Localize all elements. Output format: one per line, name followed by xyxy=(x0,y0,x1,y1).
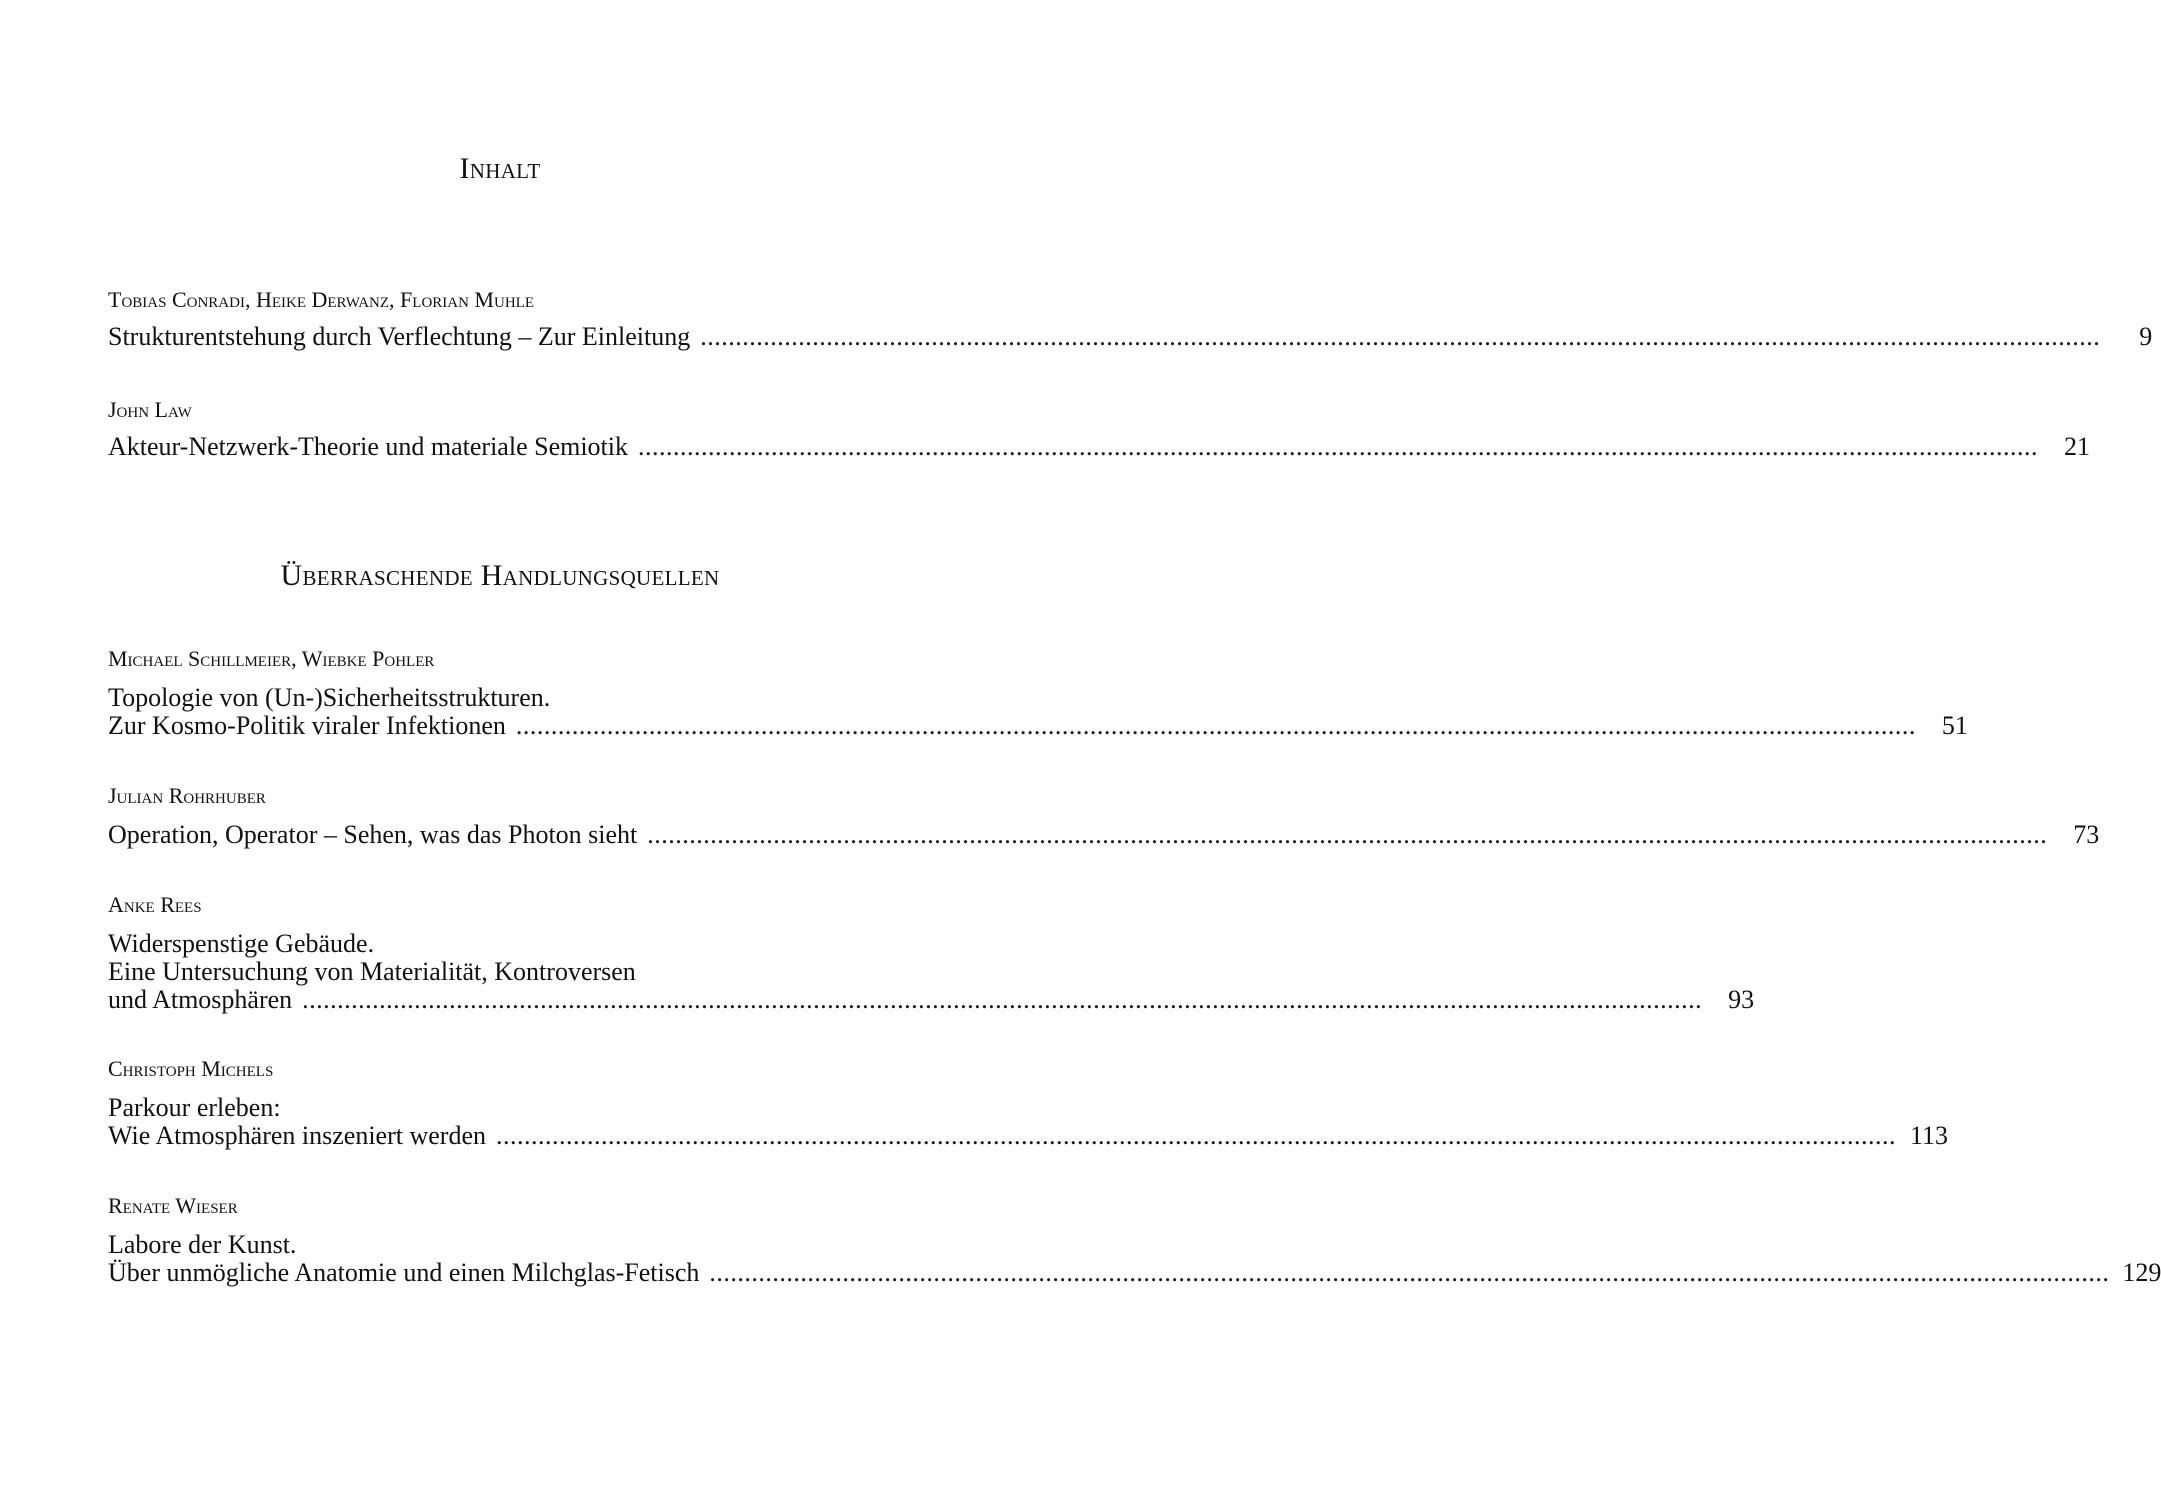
entry-last-line xyxy=(108,711,1968,740)
toc-entry xyxy=(108,892,1755,1014)
entry-title-line: Eine Untersuchung von Materialität, Kontroversen xyxy=(108,957,636,986)
leader-dots: ........................................................................................................................................................................................................ xyxy=(515,711,1916,740)
entry-title-line: Labore der Kunst. xyxy=(108,1230,297,1259)
entry-author: Michael Schillmeier, Wiebke Pohler xyxy=(108,646,435,671)
entry-page-number: 93 xyxy=(1728,985,1755,1014)
leader-dots: ........................................................................................................................................................................................................ xyxy=(647,820,2048,849)
entry-last-line xyxy=(108,820,2100,849)
entry-last-line xyxy=(108,1258,2161,1287)
entry-author: Renate Wieser xyxy=(108,1193,238,1218)
entry-title-line: und Atmosphären xyxy=(108,985,293,1014)
entry-title: Strukturentstehung durch Verflechtung – Zur Einleitung xyxy=(108,322,691,351)
entry-last-line xyxy=(108,432,2090,461)
entry-title-line: Über unmögliche Anatomie und einen Milchglas-Fetisch xyxy=(108,1258,700,1287)
entry-title: Akteur-Netzwerk-Theorie und materiale Semiotik xyxy=(108,432,628,461)
leader-dots: ........................................................................................................................................................................................................ xyxy=(700,322,2101,351)
leader-dots: ........................................................................................................................................................................................................ xyxy=(709,1258,2110,1287)
toc-entry xyxy=(108,1056,1948,1150)
entry-page-number: 21 xyxy=(2064,432,2090,461)
entry-author: John Law xyxy=(108,397,192,422)
entry-page-number: 9 xyxy=(2139,322,2153,351)
entry-last-line xyxy=(108,322,2153,351)
entry-title-line: Wie Atmosphären inszeniert werden xyxy=(108,1121,486,1150)
toc-entry xyxy=(108,1193,2161,1287)
toc-entry xyxy=(108,397,2090,461)
entry-last-line xyxy=(108,1121,1948,1150)
entry-title-line: Zur Kosmo-Politik viraler Infektionen xyxy=(108,711,506,740)
entry-title-line: Widerspenstige Gebäude. xyxy=(108,929,375,958)
entry-author: Tobias Conradi, Heike Derwanz, Florian Muhle xyxy=(108,287,534,312)
entry-page-number: 113 xyxy=(1909,1121,1948,1150)
entry-title: Operation, Operator – Sehen, was das Photon sieht xyxy=(108,820,638,849)
toc-entry xyxy=(108,783,2100,849)
leader-dots: ........................................................................................................................................................................................................ xyxy=(638,432,2038,461)
entry-page-number: 51 xyxy=(1941,711,1968,740)
entry-page-number: 129 xyxy=(2122,1258,2161,1287)
leader-dots: ........................................................................................................................................................................................................ xyxy=(302,985,1703,1014)
leader-dots: ........................................................................................................................................................................................................ xyxy=(496,1121,1896,1150)
entry-title-line: Topologie von (Un-)Sicherheitsstrukturen. xyxy=(108,683,551,712)
entry-page-number: 73 xyxy=(2073,820,2100,849)
entry-last-line xyxy=(108,985,1755,1014)
entry-author: Christoph Michels xyxy=(108,1056,274,1081)
section-heading: Überraschende Handlungsquellen xyxy=(280,559,720,592)
entry-author: Julian Rohrhuber xyxy=(108,783,266,808)
entry-author: Anke Rees xyxy=(108,892,202,917)
toc-entry xyxy=(108,646,1968,740)
toc-heading: Inhalt xyxy=(459,152,541,185)
entry-title-line: Parkour erleben: xyxy=(108,1093,281,1122)
toc-entry xyxy=(108,287,2153,351)
